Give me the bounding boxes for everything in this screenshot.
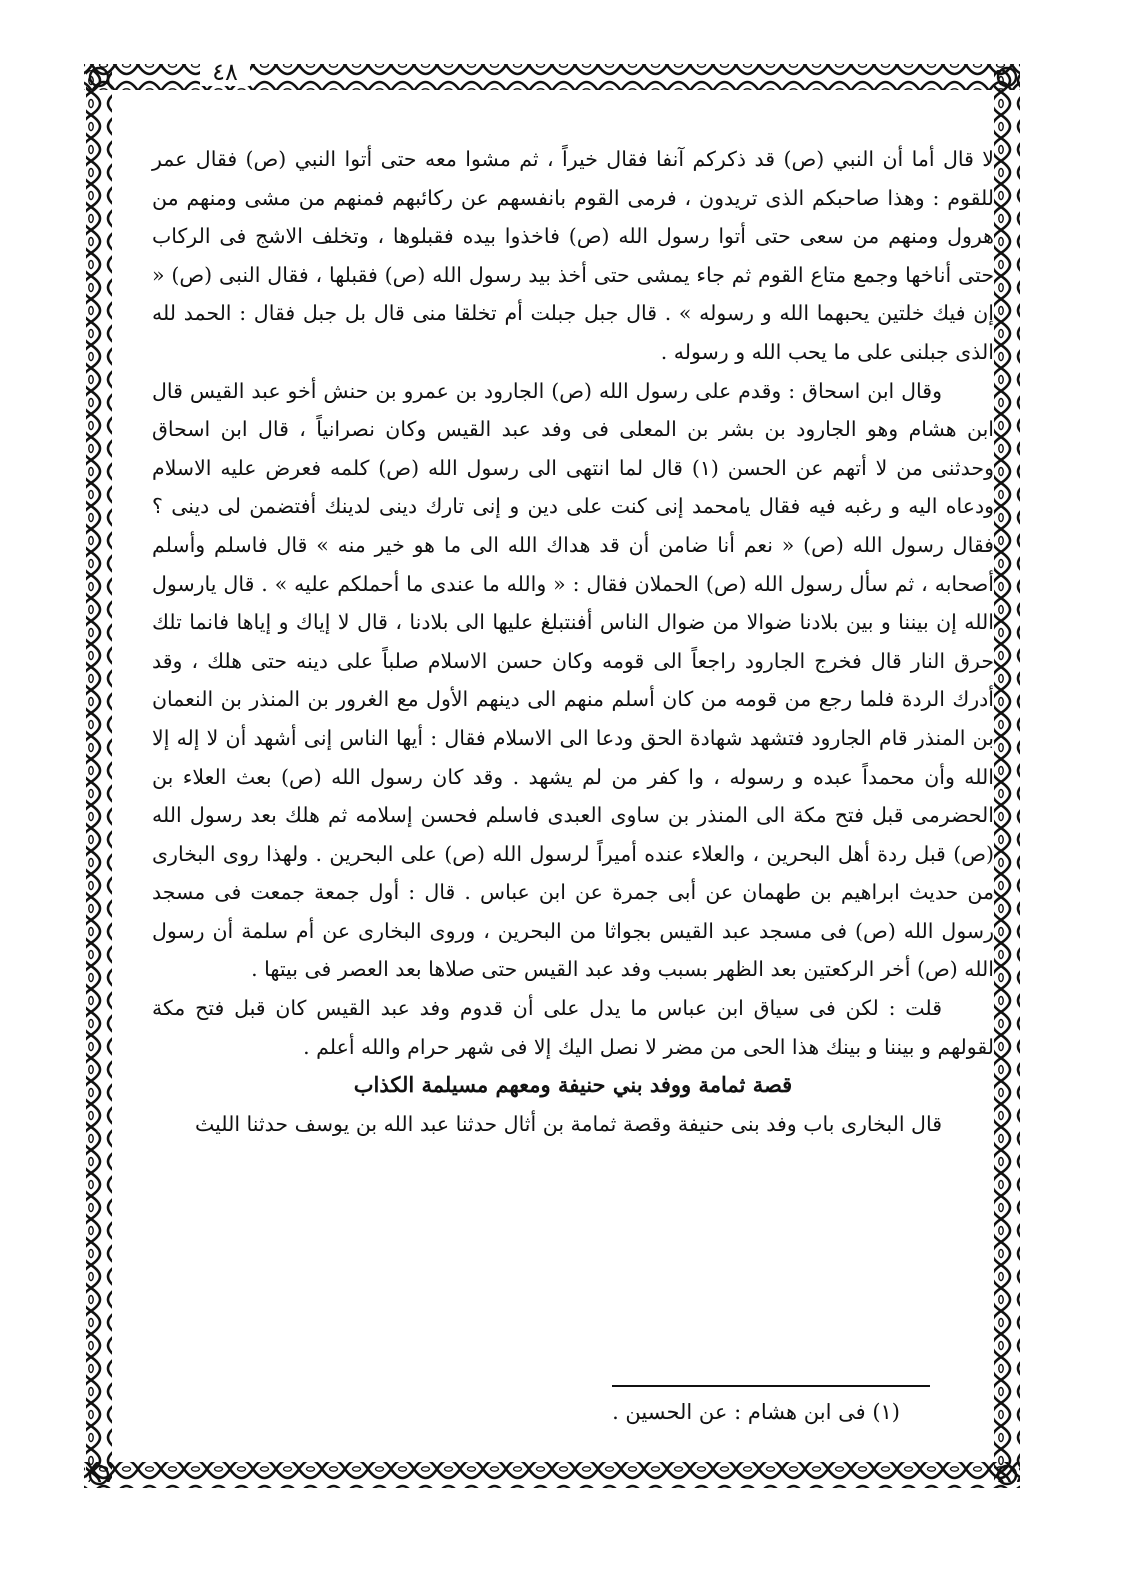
border-bottom (84, 1462, 1020, 1488)
paragraph: قال البخارى باب وفد بنى حنيفة وقصة ثمامة بن أثال حدثنا عبد الله بن يوسف حدثنا الليث (194, 1111, 942, 1136)
footnote-divider (612, 1385, 930, 1387)
page-number: ٤٨ (200, 58, 250, 86)
section-heading: قصة ثمامة ووفد بني حنيفة ومعهم مسيلمة الكذاب (353, 1072, 793, 1098)
paragraph: وقال ابن اسحاق : وقدم على رسول الله (ص) الجارود بن عمرو بن حنش أخو عبد القيس قال ابن هشام وهو الجارود بن بشر بن المعلى فى وفد عبد القيس وكان نصرانياً ، قال ابن اسحاق وحدثنى من لا أتهم عن الحسن (١) قال لما انتهى الى رسول الله (ص) كلمه فعرض عليه الاسلام ودعاه اليه و رغبه فيه فقال يامحمد إنى كنت على دين و إنى تارك دينى لدينك أفتضمن لى دينى ؟ فقال رسول الله (ص) « نعم أنا ضامن أن قد هداك الله الى ما هو خير منه » قال فاسلم وأسلم أصحابه ، ثم سأل رسول الله (ص) الحملان فقال : « والله ما عندى ما أحملكم عليه » . قال يارسول الله إن بيننا و بين بلادنا ضوالا من ضوال الناس أفنتبلغ عليها الى بلادنا ، قال لا إياك و إياها فانما تلك حرق النار قال فخرج الجارود راجعاً الى قومه وكان حسن الاسلام صلباً على دينه حتى هلك ، وقد أدرك الردة فلما رجع من قومه من كان أسلم منهم الى دينهم الأول مع الغرور بن المنذر بن النعمان بن المنذر قام الجارود فتشهد شهادة الحق ودعا الى الاسلام فقال : أيها الناس إنى أشهد أن لا إله إلا الله وأن محمداً عبده و رسوله ، وا كفر من لم يشهد . وقد كان رسول الله (ص) بعث العلاء بن الحضرمى قبل فتح مكة الى المنذر بن ساوى العبدى فاسلم فحسن إسلامه ثم هلك بعد رسول الله (ص) قبل ردة أهل البحرين ، والعلاء عنده أميراً لرسول الله (ص) على البحرين . ولهذا روى البخارى من حديث ابراهيم بن طهمان عن أبى جمرة عن ابن عباس . قال : أول جمعة جمعت فى مسجد رسول الله (ص) فى مسجد عبد القيس بجواثا من البحرين ، وروى البخارى عن أم سلمة أن رسول الله (ص) أخر الركعتين بعد الظهر بسبب وفد عبد القيس حتى صلاها بعد العصر فى بيتها . (152, 378, 994, 982)
paragraph: قلت : لكن فى سياق ابن عباس ما يدل على أن قدوم وفد عبد القيس كان قبل فتح مكة لقولهم و بيننا و بينك هذا الحى من مضر لا نصل اليك إلا فى شهر حرام والله أعلم . (152, 996, 994, 1059)
page-body (152, 140, 994, 1143)
paragraph: لا قال أما أن النبي (ص) قد ذكركم آنفا فقال خيراً ، ثم مشوا معه حتى أتوا النبي (ص) فقال عمر للقوم : وهذا صاحبكم الذى تريدون ، فرمى القوم بانفسهم عن ركائبهم فمنهم من مشى ومنهم من هرول ومنهم من سعى حتى أتوا رسول الله (ص) فاخذوا بيده فقبلوها ، وتخلف الاشج فى الركاب حتى أناخها وجمع متاع القوم ثم جاء يمشى حتى أخذ بيد رسول الله (ص) فقبلها ، فقال النبى (ص) « إن فيك خلتين يحبهما الله و رسوله » . قال جبل جبلت أم تخلقا منى قال بل جبل فقال : الحمد لله الذى جبلنى على ما يحب الله و رسوله . (152, 147, 994, 364)
footnote: (١) فى ابن هشام : عن الحسين . (612, 1400, 900, 1424)
border-left (86, 70, 112, 1482)
border-right (994, 70, 1020, 1482)
